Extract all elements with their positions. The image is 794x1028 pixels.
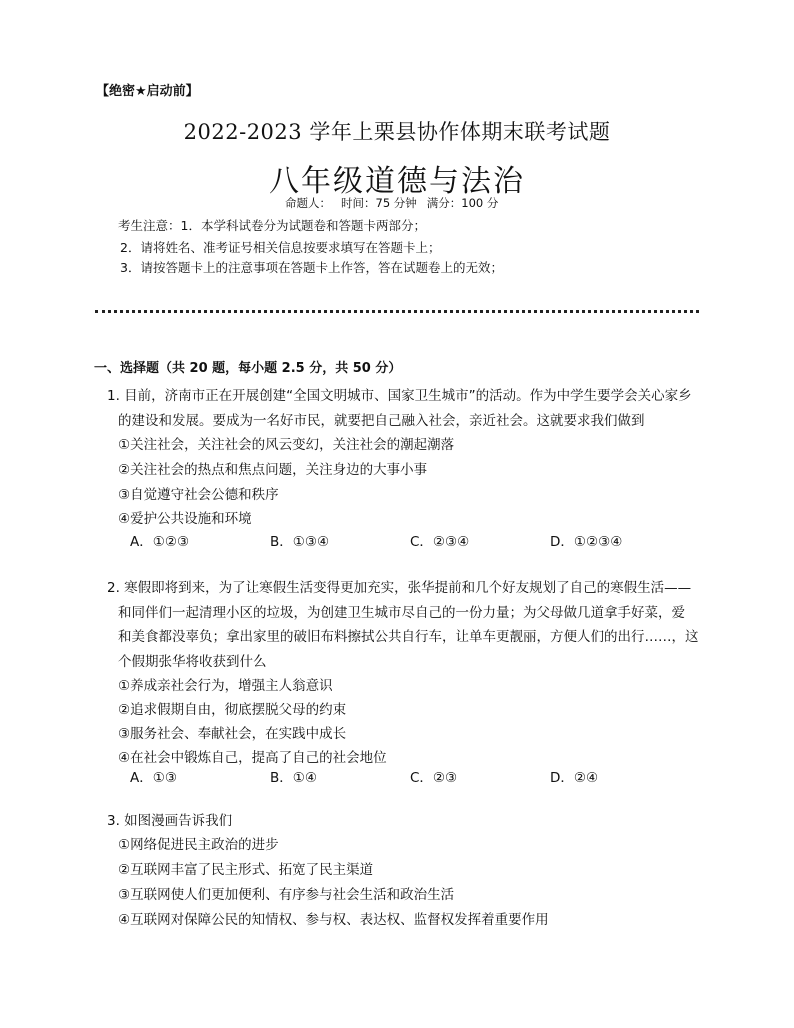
choice-c[interactable]: C．②③④ <box>410 534 470 550</box>
question-text-line: 的建设和发展。要成为一名好市民，就要把自己融入社会，亲近社会。这就要求我们做到 <box>118 413 645 429</box>
choice-c[interactable]: C．②③ <box>410 770 458 786</box>
secret-badge: 【绝密★启动前】 <box>96 84 199 99</box>
option-item: ③互联网使人们更加便利、有序参与社会生活和政治生活 <box>118 887 455 903</box>
option-item: ④互联网对保障公民的知情权、参与权、表达权、监督权发挥着重要作用 <box>118 912 549 928</box>
option-item: ③自觉遵守社会公德和秩序 <box>118 487 279 503</box>
notice-line: 考生注意：1．本学科试卷分为试题卷和答题卡两部分； <box>118 218 426 233</box>
option-item: ③服务社会、奉献社会，在实践中成长 <box>118 726 347 742</box>
notice-line: 3．请按答题卡上的注意事项在答题卡上作答，答在试题卷上的无效； <box>120 260 503 275</box>
choice-a[interactable]: A．①③ <box>130 770 177 786</box>
section-title: 一、选择题（共 20 题，每小题 2.5 分，共 50 分） <box>94 361 402 376</box>
question-text-line: 2. 寒假即将到来，为了让寒假生活变得更加充实，张华提前和几个好友规划了自己的寒假生活—— <box>107 580 692 596</box>
choice-d[interactable]: D．①②③④ <box>550 534 623 550</box>
option-item: ④爱护公共设施和环境 <box>118 511 252 527</box>
author-label: 命题人： <box>285 196 331 210</box>
option-item: ①关注社会，关注社会的风云变幻，关注社会的潮起潮落 <box>118 437 455 453</box>
question-text-line: 和美食都没辜负；拿出家里的破旧布料擦拭公共自行车，让单车更靓丽，方便人们的出行……，这 <box>118 629 699 645</box>
choice-d[interactable]: D．②④ <box>550 770 599 786</box>
dotted-divider <box>95 310 699 313</box>
score-info: 满分：100 分 <box>426 196 499 210</box>
choice-b[interactable]: B．①④ <box>270 770 317 786</box>
option-item: ②互联网丰富了民主形式、拓宽了民主渠道 <box>118 862 374 878</box>
option-item: ②追求假期自由，彻底摆脱父母的约束 <box>118 702 347 718</box>
choice-b[interactable]: B．①③④ <box>270 534 330 550</box>
option-item: ②关注社会的热点和焦点问题，关注身边的大事小事 <box>118 462 428 478</box>
option-item: ①网络促进民主政治的进步 <box>118 837 279 853</box>
option-item: ①养成亲社会行为，增强主人翁意识 <box>118 678 333 694</box>
notice-line: 2．请将姓名、准考证号相关信息按要求填写在答题卡上； <box>120 240 441 255</box>
question-text-line: 1. 目前，济南市正在开展创建“全国文明城市、国家卫生城市”的活动。作为中学生要学会关心家乡 <box>107 388 692 404</box>
option-item: ④在社会中锻炼自己，提高了自己的社会地位 <box>118 750 387 766</box>
question-text-line: 个假期张华将收获到什么 <box>118 654 267 670</box>
question-text-line: 和同伴们一起清理小区的垃圾，为创建卫生城市尽自己的一份力量；为父母做几道拿手好菜，爱 <box>118 605 685 621</box>
exam-subtitle: 八年级道德与法治 <box>269 164 525 199</box>
question-text-line: 3. 如图漫画告诉我们 <box>107 813 233 829</box>
exam-title: 2022-2023 学年上栗县协作体期末联考试题 <box>183 120 611 144</box>
time-info: 时间：75 分钟 <box>341 196 417 210</box>
choice-a[interactable]: A．①②③ <box>130 534 190 550</box>
exam-meta <box>285 195 508 211</box>
